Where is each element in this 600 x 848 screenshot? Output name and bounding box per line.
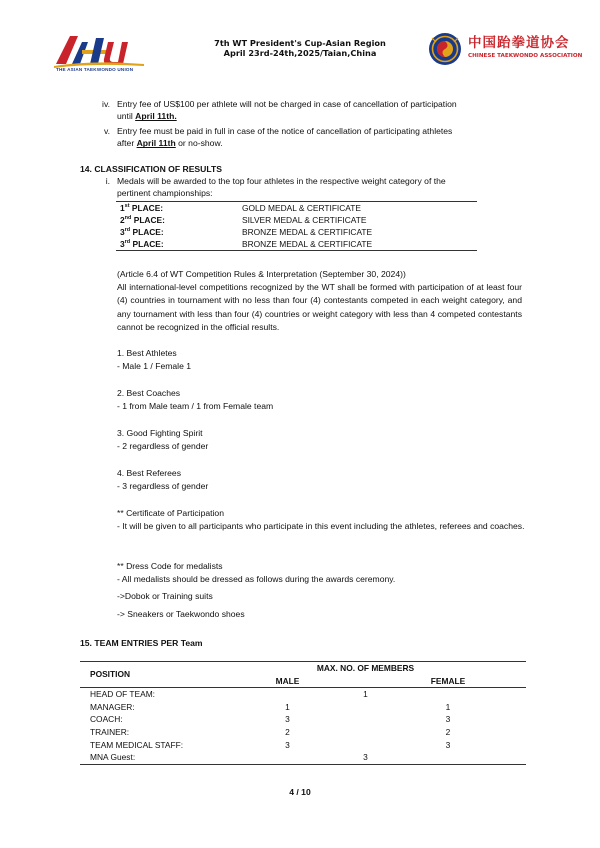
male-count-cell: 1 xyxy=(285,701,290,712)
medals-intro-line-2: pertinent championships: xyxy=(117,188,213,199)
team-entries-table xyxy=(80,661,526,765)
female-count-cell: 3 xyxy=(445,739,451,750)
medal-place: 3rd PLACE: xyxy=(120,227,164,237)
entry-fee-v-tail: or no-show. xyxy=(175,138,223,149)
header-title-line-1: 7th WT President's Cup-Asian Region xyxy=(214,38,386,48)
medal-award: BRONZE MEDAL & CERTIFICATE xyxy=(242,227,373,237)
position-cell: TRAINER: xyxy=(90,726,130,737)
male-count-cell: 2 xyxy=(285,726,290,737)
position-cell: MNA Guest: xyxy=(80,751,205,764)
medal-row xyxy=(116,214,477,226)
dress-code xyxy=(117,560,527,622)
section-15-heading: 15. TEAM ENTRIES PER Team xyxy=(80,638,203,648)
header-position: POSITION xyxy=(80,662,205,688)
award-detail: - 3 regardless of gender xyxy=(117,481,209,492)
award-best-referees xyxy=(117,467,527,494)
certificate-title: ** Certificate of Participation xyxy=(117,508,224,518)
female-count-cell: 3 xyxy=(445,714,451,725)
entry-fee-item-v xyxy=(117,125,527,150)
table-row xyxy=(80,726,526,739)
award-detail: - 1 from Male team / 1 from Female team xyxy=(117,401,274,412)
table-row xyxy=(80,713,526,726)
header-female: FEMALE xyxy=(370,675,526,688)
entry-fee-iv-date: April 11th. xyxy=(135,111,177,122)
dress-code-item: ->Dobok or Training suits xyxy=(117,590,213,601)
award-title: 4. Best Referees xyxy=(117,468,182,478)
entry-fee-iv-line-2 xyxy=(117,110,527,122)
medals-intro-line-1: Medals will be awarded to the top four athletes in the respective weight category of the xyxy=(117,176,446,186)
article-reference: (Article 6.4 of WT Competition Rules & Interpretation (September 30, 2024)) xyxy=(117,269,406,279)
entry-fee-iv-until: until xyxy=(117,111,136,122)
header-max-members: MAX. NO. OF MEMBERS xyxy=(205,662,526,675)
award-title: 3. Good Fighting Spirit xyxy=(117,428,203,438)
certificate-of-participation xyxy=(117,507,527,534)
medal-row xyxy=(116,202,477,215)
cta-name-chinese: 中国跆拳道协会 xyxy=(468,35,570,51)
award-title: 2. Best Coaches xyxy=(117,388,181,398)
team-table-header-row xyxy=(80,662,526,675)
medal-row xyxy=(116,238,477,251)
entry-fee-v-date: April 11th xyxy=(136,138,176,149)
award-good-fighting-spirit xyxy=(117,427,527,454)
male-count-cell: 3 xyxy=(285,714,290,725)
table-row xyxy=(80,701,526,714)
atu-logo-subtitle: THE ASIAN TAEKWONDO UNION xyxy=(56,67,134,72)
female-count-cell: 2 xyxy=(445,726,451,737)
dress-code-title: ** Dress Code for medalists xyxy=(117,561,223,571)
entry-fee-v-after: after xyxy=(117,138,137,149)
entry-fee-v-line-1: Entry fee must be paid in full in case of the notice of cancellation of participating athletes xyxy=(117,126,453,136)
list-marker-i: i. xyxy=(105,176,110,186)
award-detail: - Male 1 / Female 1 xyxy=(117,361,192,372)
medals-intro xyxy=(117,175,527,200)
medals-table xyxy=(116,201,477,251)
award-detail: - 2 regardless of gender xyxy=(117,441,209,452)
table-row xyxy=(80,751,526,764)
section-14-heading: 14. CLASSIFICATION OF RESULTS xyxy=(80,164,222,174)
page-number: 4 / 10 xyxy=(289,787,311,797)
medal-award: GOLD MEDAL & CERTIFICATE xyxy=(238,202,477,215)
award-best-coaches xyxy=(117,387,527,414)
entry-fee-iv-line-1: Entry fee of US$100 per athlete will not be charged in case of cancellation of participation xyxy=(117,99,457,109)
table-row xyxy=(80,688,526,701)
medal-place: 1st PLACE: xyxy=(116,202,238,215)
cta-emblem xyxy=(428,30,462,71)
position-cell: TEAM MEDICAL STAFF: xyxy=(90,739,184,750)
position-cell: COACH: xyxy=(90,714,123,725)
certificate-text: - It will be given to all participants who participate in this event including the athletes, referees and coaches. xyxy=(117,521,525,532)
header-male: MALE xyxy=(205,675,370,688)
table-row xyxy=(80,739,526,752)
cta-name-english: CHINESE TAEKWONDO ASSOCIATION xyxy=(468,53,583,59)
list-marker-iv: iv. xyxy=(102,99,110,109)
dress-code-item: -> Sneakers or Taekwondo shoes xyxy=(117,609,245,620)
female-count-cell: 1 xyxy=(445,701,451,712)
medal-award: SILVER MEDAL & CERTIFICATE xyxy=(242,215,367,225)
male-count-cell: 3 xyxy=(285,739,290,750)
list-marker-v: v. xyxy=(103,126,110,136)
entry-fee-v-line-2 xyxy=(117,137,527,149)
header-title-line-2: April 23rd-24th,2025/Taian,China xyxy=(223,48,377,59)
medal-place: 2nd PLACE: xyxy=(120,215,165,225)
award-title: 1. Best Athletes xyxy=(117,348,177,358)
dress-code-text: - All medalists should be dressed as follows during the awards ceremony. xyxy=(117,574,396,585)
medal-place: 3rd PLACE: xyxy=(116,238,238,251)
combined-count-cell: 3 xyxy=(205,751,526,764)
medal-award: BRONZE MEDAL & CERTIFICATE xyxy=(238,238,477,251)
cta-emblem-icon xyxy=(428,30,462,68)
international-recognition-text: All international-level competitions recognized by the WT shall be formed with participation of at least four (4) countries in tournament with no less than four (4) contestants competed in each weight category, and any tournament with less than four (4) countries or weight category with less than 4 competed contestants cannot be recognized in the official results. xyxy=(117,282,522,333)
medal-row xyxy=(116,226,477,238)
position-cell: MANAGER: xyxy=(90,701,135,712)
position-cell: HEAD OF TEAM: xyxy=(90,689,155,700)
entry-fee-item-iv xyxy=(117,98,527,123)
combined-count-cell: 1 xyxy=(363,689,368,700)
award-best-athletes xyxy=(117,347,527,374)
